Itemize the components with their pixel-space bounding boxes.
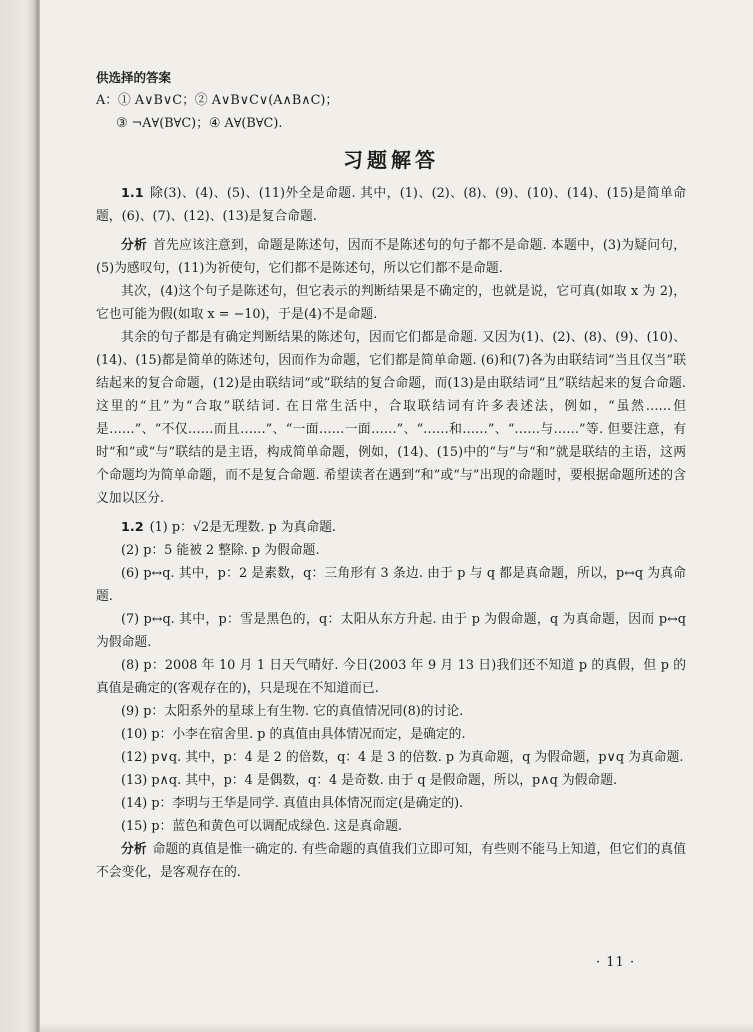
choice-line-2: ③ ¬A∀(B∀C)；④ A∀(B∀C). xyxy=(116,116,283,131)
q1-2-item: (14) p：李明与王华是同学. 真值由具体情况而定(是确定的). xyxy=(121,796,464,811)
choices-heading: 供选择的答案 xyxy=(96,70,172,85)
q1-2-item: (7) p↔q. 其中，p：雪是黑色的，q：太阳从东方升起. 由于 p 为假命题，q 为真命题，因而 p↔q 为假命题. xyxy=(96,612,686,650)
q1-2-item xyxy=(96,516,686,539)
q1-2-item: (13) p∧q. 其中，p：4 是偶数，q：4 是奇数. 由于 q 是假命题，所以，p∧q 为假命题. xyxy=(121,773,618,788)
q1-2-item: (2) p：5 能被 2 整除. p 为假命题. xyxy=(121,543,320,558)
q1-2-analysis-text: 命题的真值是惟一确定的. 有些命题的真值我们立即可知，有些则不能马上知道，但它们的真值不会变化，是客观存在的. xyxy=(96,842,686,880)
q1-2-number: 1.2 xyxy=(121,520,144,535)
q1-1-analysis-p2: 其次，(4)这个句子是陈述句，但它表示的判断结果是不确定的，也就是说，它可真(如取 x 为 2)，它也可能为假(如取 x = −10)，于是(4)不是命题. xyxy=(96,284,686,322)
q1-2-item: (12) p∨q. 其中，p：4 是 2 的倍数，q：4 是 3 的倍数. p 为真命题，q 为假命题，p∨q 为真命题. xyxy=(121,750,684,765)
q1-2-analysis xyxy=(96,838,686,884)
q1-1-analysis-p3: 其余的句子都是有确定判断结果的陈述句，因而它们都是命题. 又因为(1)、(2)、(8)、(9)、(10)、(14)、(15)都是简单的陈述句，因而作为命题，它们都是简单命题. (6)和(7)各为由联结词“当且仅当”联结起来的复合命题，(12)是由联结词“或”联结的复合命题，而(13)是由联结词“且”联结起来的复合命题. 这里的“且”为“合取”联结词. 在日常生活中，合取联结词有许多表述法，例如，“虽然……但是……”、“不仅……而且……”、“一面……一面……”、“……和……”、“……与……”等. 但要注意，有时“和”或“与”联结的是主语，构成简单命题，例如，(14)、(15)中的“与”与“和”就是联结的主语，这两个命题均为简单命题，而不是复合命题. 希望读者在遇到“和”或“与”出现的命题时，要根据命题所述的含义加以区分. xyxy=(96,330,686,506)
q1-2-item: (6) p↔q. 其中，p：2 是素数，q：三角形有 3 条边. 由于 p 与 q 都是真命题，所以，p↔q 为真命题. xyxy=(96,566,686,604)
q1-2-item: (10) p：小李在宿舍里. p 的真值由具体情况而定，是确定的. xyxy=(121,727,466,742)
page-content xyxy=(96,66,686,884)
page-number: · 11 · xyxy=(596,955,636,970)
q1-1-analysis xyxy=(96,234,686,280)
choice-line-1: A：① A∨B∨C；② A∨B∨C∨(A∧B∧C)； xyxy=(96,93,339,108)
q1-1-answer xyxy=(96,182,686,228)
q1-1-number: 1.1 xyxy=(121,186,144,201)
q1-2-item-text: (1) p：√2是无理数. p 为真命题. xyxy=(149,520,336,535)
q1-1-answer-text: 除(3)、(4)、(5)、(11)外全是命题. 其中，(1)、(2)、(8)、(9)、(10)、(14)、(15)是简单命题，(6)、(7)、(12)、(13)是复合命题. xyxy=(96,186,686,224)
q1-2-item: (9) p：太阳系外的星球上有生物. 它的真值情况同(8)的讨论. xyxy=(121,704,464,719)
q1-1-analysis-p1: 首先应该注意到，命题是陈述句，因而不是陈述句的句子都不是命题. 本题中，(3)为疑问句，(5)为感叹句，(11)为祈使句，它们都不是陈述句，所以它们都不是命题. xyxy=(96,238,687,276)
q1-2-item: (15) p：蓝色和黄色可以调配成绿色. 这是真命题. xyxy=(121,819,403,834)
q1-1-analysis-label: 分析 xyxy=(121,238,147,253)
page-edge-shadow xyxy=(40,1022,753,1032)
book-binding-shadow xyxy=(0,0,40,1032)
section-title: 习题解答 xyxy=(343,148,439,172)
q1-2-analysis-label: 分析 xyxy=(121,842,147,857)
q1-2-item: (8) p：2008 年 10 月 1 日天气晴好. 今日(2003 年 9 月 13 日)我们还不知道 p 的真假，但 p 的真值是确定的(客观存在的)，只是现在不知道而已. xyxy=(96,658,686,696)
